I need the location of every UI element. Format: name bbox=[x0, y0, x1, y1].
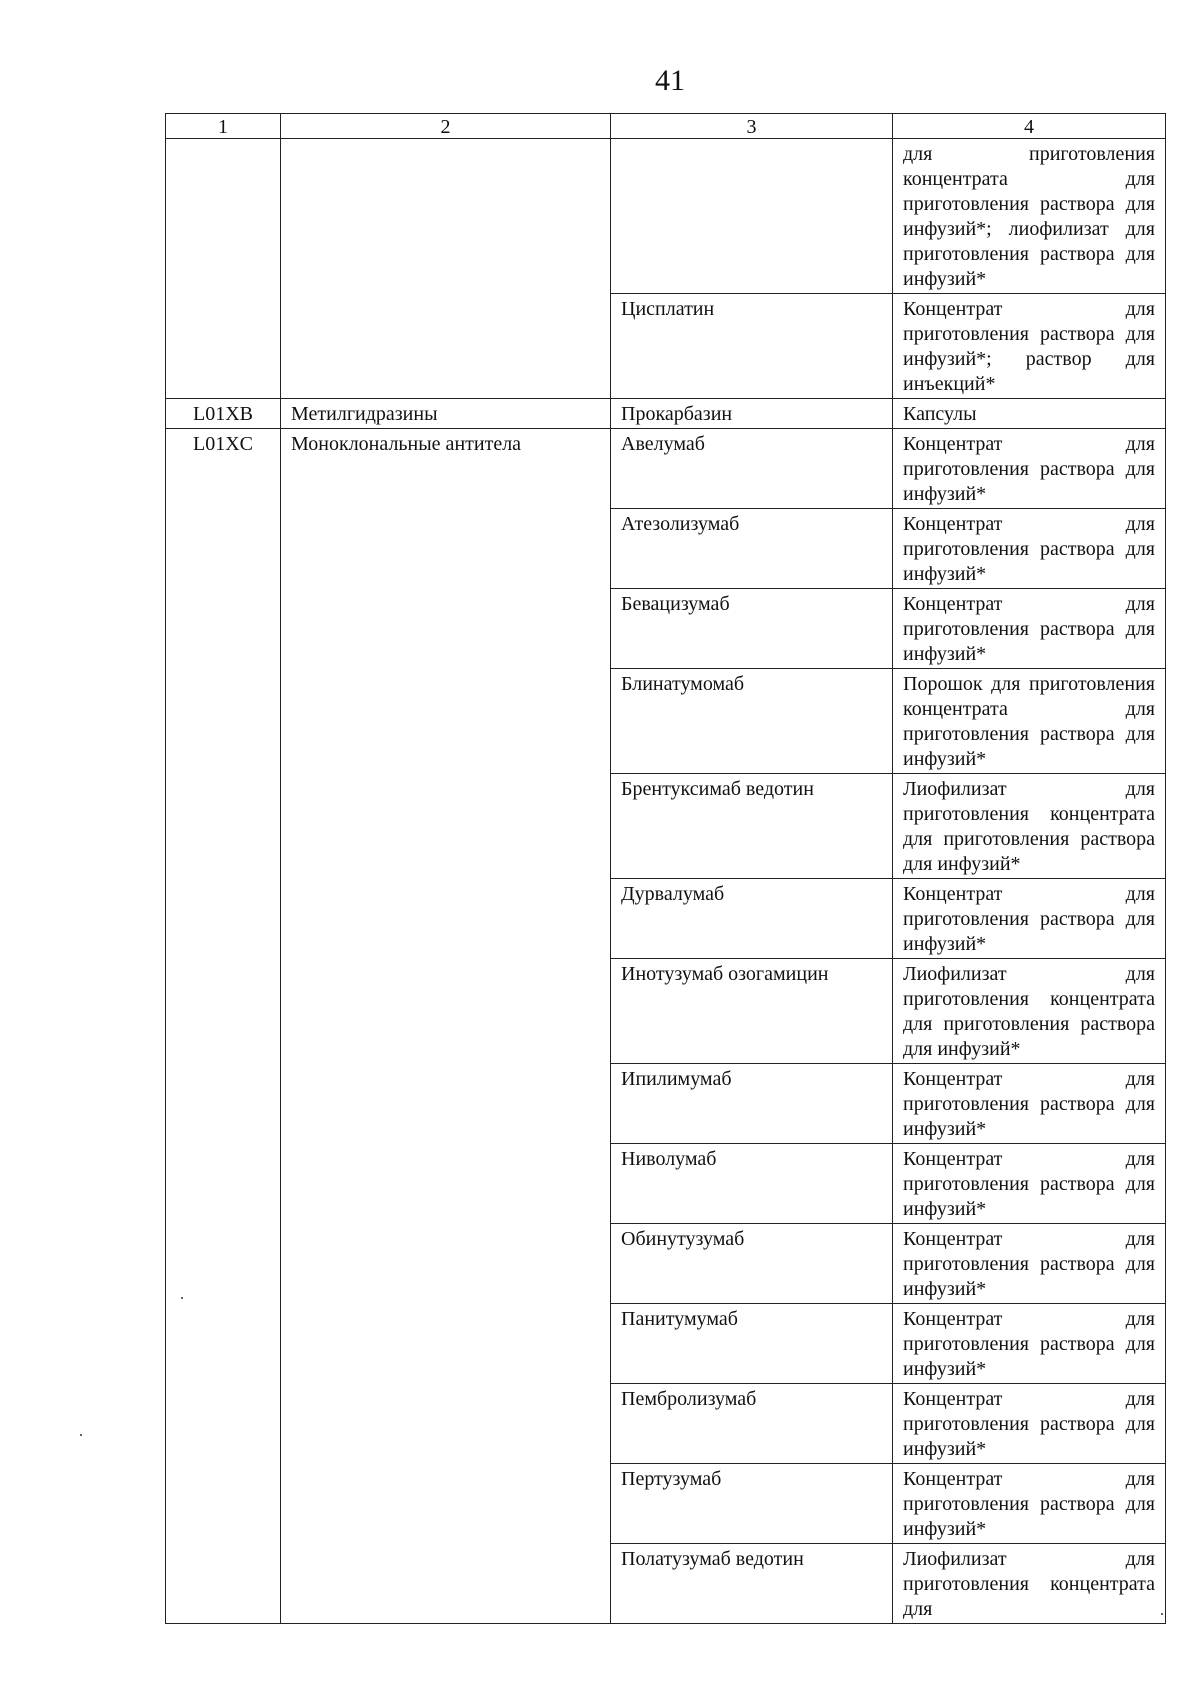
header-cell-2: 2 bbox=[281, 114, 611, 139]
drug-cell: Инотузумаб озогамицин bbox=[611, 959, 893, 1064]
header-cell-4: 4 bbox=[893, 114, 1166, 139]
form-cell: Концентрат для приготовления раствора для инфузий* bbox=[893, 509, 1166, 589]
table-row bbox=[166, 429, 1166, 509]
form-cell: Концентрат для приготовления раствора для инфузий*; раствор для инъекций* bbox=[893, 294, 1166, 399]
drug-cell: Пертузумаб bbox=[611, 1464, 893, 1544]
form-cell: для приготовления концентрата для приготовления раствора для инфузий*; лиофилизат для приготовления раствора для инфузий* bbox=[893, 139, 1166, 294]
form-cell: Концентрат для приготовления раствора для инфузий* bbox=[893, 1224, 1166, 1304]
form-cell: Концентрат для приготовления раствора для инфузий* bbox=[893, 879, 1166, 959]
drug-cell bbox=[611, 139, 893, 294]
code-cell: L01XC bbox=[166, 429, 281, 1624]
form-cell: Концентрат для приготовления раствора для инфузий* bbox=[893, 1144, 1166, 1224]
drug-cell: Панитумумаб bbox=[611, 1304, 893, 1384]
drug-cell: Ипилимумаб bbox=[611, 1064, 893, 1144]
drug-cell: Атезолизумаб bbox=[611, 509, 893, 589]
code-cell bbox=[166, 139, 281, 399]
drug-cell: Брентуксимаб ведотин bbox=[611, 774, 893, 879]
drug-cell: Полатузумаб ведотин bbox=[611, 1544, 893, 1624]
header-cell-1: 1 bbox=[166, 114, 281, 139]
form-cell: Концентрат для приготовления раствора для инфузий* bbox=[893, 1384, 1166, 1464]
form-cell: Концентрат для приготовления раствора для инфузий* bbox=[893, 1064, 1166, 1144]
code-cell: L01XB bbox=[166, 399, 281, 429]
form-cell: Концентрат для приготовления раствора для инфузий* bbox=[893, 1304, 1166, 1384]
group-cell bbox=[281, 139, 611, 399]
drug-cell: Блинатумомаб bbox=[611, 669, 893, 774]
drug-cell: Бевацизумаб bbox=[611, 589, 893, 669]
form-cell: Лиофилизат для приготовления концентрата для bbox=[893, 1544, 1166, 1624]
form-cell: Концентрат для приготовления раствора для инфузий* bbox=[893, 589, 1166, 669]
drug-table bbox=[165, 113, 1166, 1624]
group-cell: Моноклональные антитела bbox=[281, 429, 611, 1624]
drug-cell: Ниволумаб bbox=[611, 1144, 893, 1224]
form-cell: Капсулы bbox=[893, 399, 1166, 429]
form-cell: Концентрат для приготовления раствора для инфузий* bbox=[893, 1464, 1166, 1544]
drug-cell: Прокарбазин bbox=[611, 399, 893, 429]
group-cell: Метилгидразины bbox=[281, 399, 611, 429]
scan-dot bbox=[1161, 1613, 1163, 1615]
form-cell: Концентрат для приготовления раствора для инфузий* bbox=[893, 429, 1166, 509]
scan-dot bbox=[80, 1434, 82, 1436]
form-cell: Лиофилизат для приготовления концентрата для приготовления раствора для инфузий* bbox=[893, 774, 1166, 879]
drug-cell: Авелумаб bbox=[611, 429, 893, 509]
drug-cell: Дурвалумаб bbox=[611, 879, 893, 959]
drug-table-body bbox=[166, 114, 1166, 1624]
continuation-row bbox=[166, 139, 1166, 294]
drug-cell: Цисплатин bbox=[611, 294, 893, 399]
scan-dot bbox=[181, 1297, 183, 1299]
header-row bbox=[166, 114, 1166, 139]
drug-cell: Обинутузумаб bbox=[611, 1224, 893, 1304]
page-number: 41 bbox=[655, 64, 685, 97]
form-cell: Лиофилизат для приготовления концентрата для приготовления раствора для инфузий* bbox=[893, 959, 1166, 1064]
table-row bbox=[166, 399, 1166, 429]
drug-cell: Пембролизумаб bbox=[611, 1384, 893, 1464]
header-cell-3: 3 bbox=[611, 114, 893, 139]
form-cell: Порошок для приготовления концентрата для приготовления раствора для инфузий* bbox=[893, 669, 1166, 774]
